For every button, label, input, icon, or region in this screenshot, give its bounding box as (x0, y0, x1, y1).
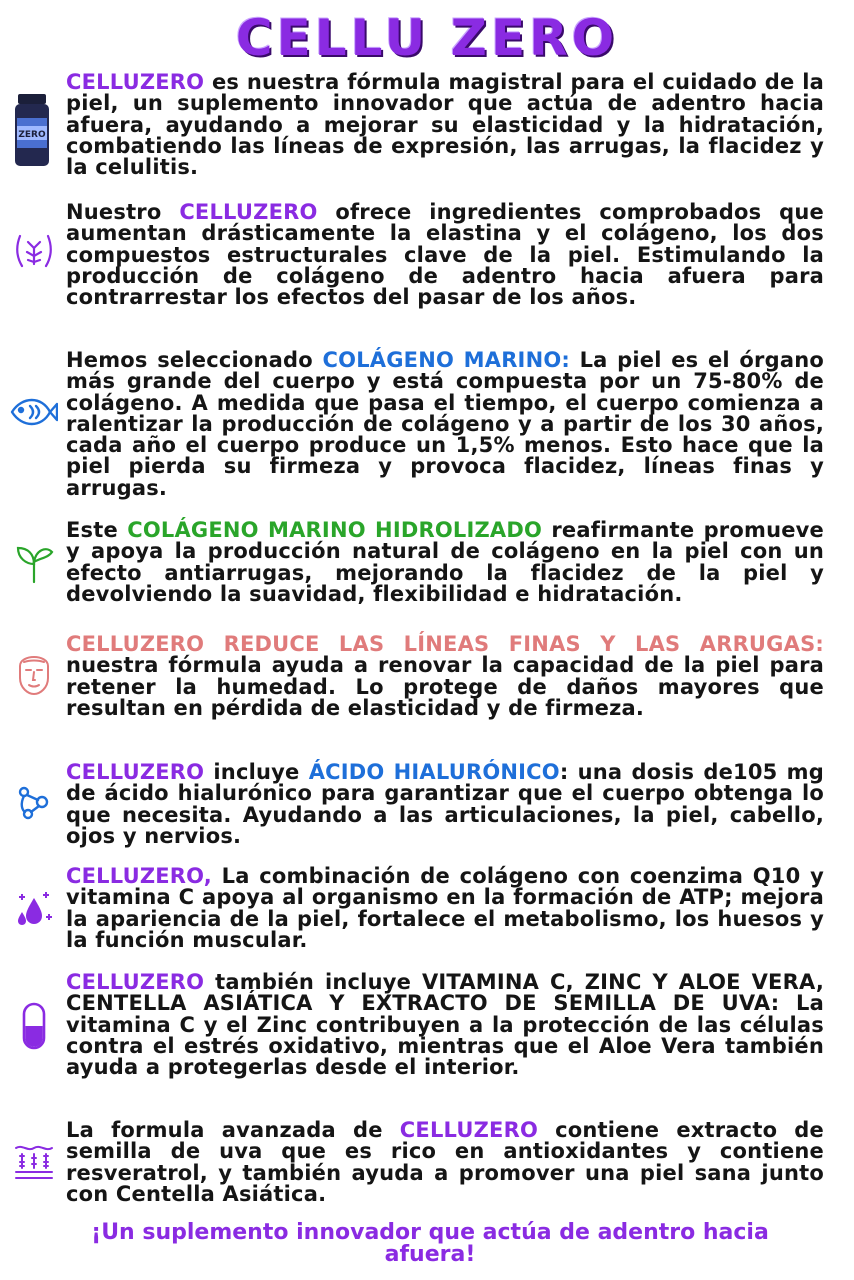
sprout-icon (12, 540, 56, 584)
drops-icon (12, 886, 56, 930)
brand-name: CELLUZERO (66, 760, 205, 784)
face-icon (12, 648, 56, 692)
paragraph-text: CELLUZERO REDUCE LAS LÍNEAS FINAS Y LAS ARRUGAS: nuestra fórmula ayuda a renovar la capacidad de la piel para retener la humedad. Lo protege de daños mayores que resultan en pérdida de elasticidad y de firmeza. (66, 632, 824, 720)
product-bottle-icon (12, 92, 52, 168)
paragraph-text: CELLUZERO también incluye VITAMINA C, ZINC Y ALOE VERA, CENTELLA ASIÁTICA Y EXTRACTO DE SEMILLA DE UVA: La vitamina C y el Zinc contribuyen a la protección de las células contra el estrés oxidativo, mientras que el Aloe Vera también ayuda a protegerlas desde el interior. (66, 970, 824, 1080)
capsule-icon (12, 1002, 56, 1050)
body-icon (12, 228, 56, 272)
highlight-ingredient: COLÁGENO MARINO HIDROLIZADO (127, 518, 543, 542)
paragraph-text: Hemos seleccionado COLÁGENO MARINO: La piel es el órgano más grande del cuerpo y está compuesta por un 75-80% de colágeno. A medida que pasa el tiempo, el cuerpo comienza a ralentizar la producción de colágeno y a partir de los 30 años, cada año el cuerpo produce un 1,5% menos. Esto hace que la piel pierda su firmeza y provoca flacidez, líneas finas y arrugas. (66, 348, 824, 500)
paragraph-text: La formula avanzada de CELLUZERO contiene extracto de semilla de uva que es rico en antioxidantes y contiene resveratrol, y también ayuda a promover una piel sana junto con Centella Asiática. (66, 1118, 824, 1206)
footer-tagline: ¡Un suplemento innovador que actúa de adentro hacia afuera! (91, 1220, 769, 1267)
paragraph-text: Nuestro CELLUZERO ofrece ingredientes comprobados que aumentan drásticamente la elastina y el colágeno, los dos compuestos estructurales clave de la piel. Estimulando la producción de colágeno de adentro hacia afuera para contrarrestar los efectos del pasar de los años. (66, 200, 824, 310)
highlight-claim: CELLUZERO REDUCE LAS LÍNEAS FINAS Y LAS ARRUGAS: (66, 632, 824, 656)
paragraph-text: Este COLÁGENO MARINO HIDROLIZADO reafirmante promueve y apoya la producción natural de colágeno en la piel con un efecto antiarrugas, mejorando la flacidez de la piel y devolviendo la suavidad, flexibilidad e hidratación. (66, 518, 825, 606)
paragraph-text: CELLUZERO incluye ÁCIDO HIALURÓNICO: una dosis de105 mg de ácido hialurónico para garantizar que el cuerpo obtenga lo que necesita. Ayudando a las articulaciones, la piel, cabello, ojos y nervios. (66, 760, 824, 848)
brand-name: CELLUZERO (66, 70, 205, 94)
paragraph-text: CELLUZERO, La combinación de colágeno con coenzima Q10 y vitamina C apoya al organismo en la formación de ATP; mejora la apariencia de la piel, fortalece el metabolismo, los huesos y la función muscular. (66, 864, 824, 952)
molecule-icon (12, 780, 56, 824)
brand-name: CELLUZERO (399, 1118, 538, 1142)
fish-icon (8, 390, 58, 434)
brand-name: CELLUZERO (66, 970, 205, 994)
bottle-label: ZERO (18, 130, 46, 140)
brand-name: CELLUZERO, (66, 864, 212, 888)
highlight-ingredient: ÁCIDO HIALURÓNICO (308, 760, 560, 784)
paragraph-text: CELLUZERO es nuestra fórmula magistral para el cuidado de la piel, un suplemento innovador que actúa de adentro hacia afuera, ayudando a mejorar su elasticidad y la hidratación, combatiendo las líneas de expresión, las arrugas, la flacidez y la celulitis. (66, 70, 824, 180)
brand-name: CELLUZERO (179, 200, 318, 224)
highlight-ingredient: COLÁGENO MARINO: (322, 348, 570, 372)
skin-layers-icon (12, 1138, 56, 1182)
page-title: CELLU ZERO (235, 9, 619, 67)
